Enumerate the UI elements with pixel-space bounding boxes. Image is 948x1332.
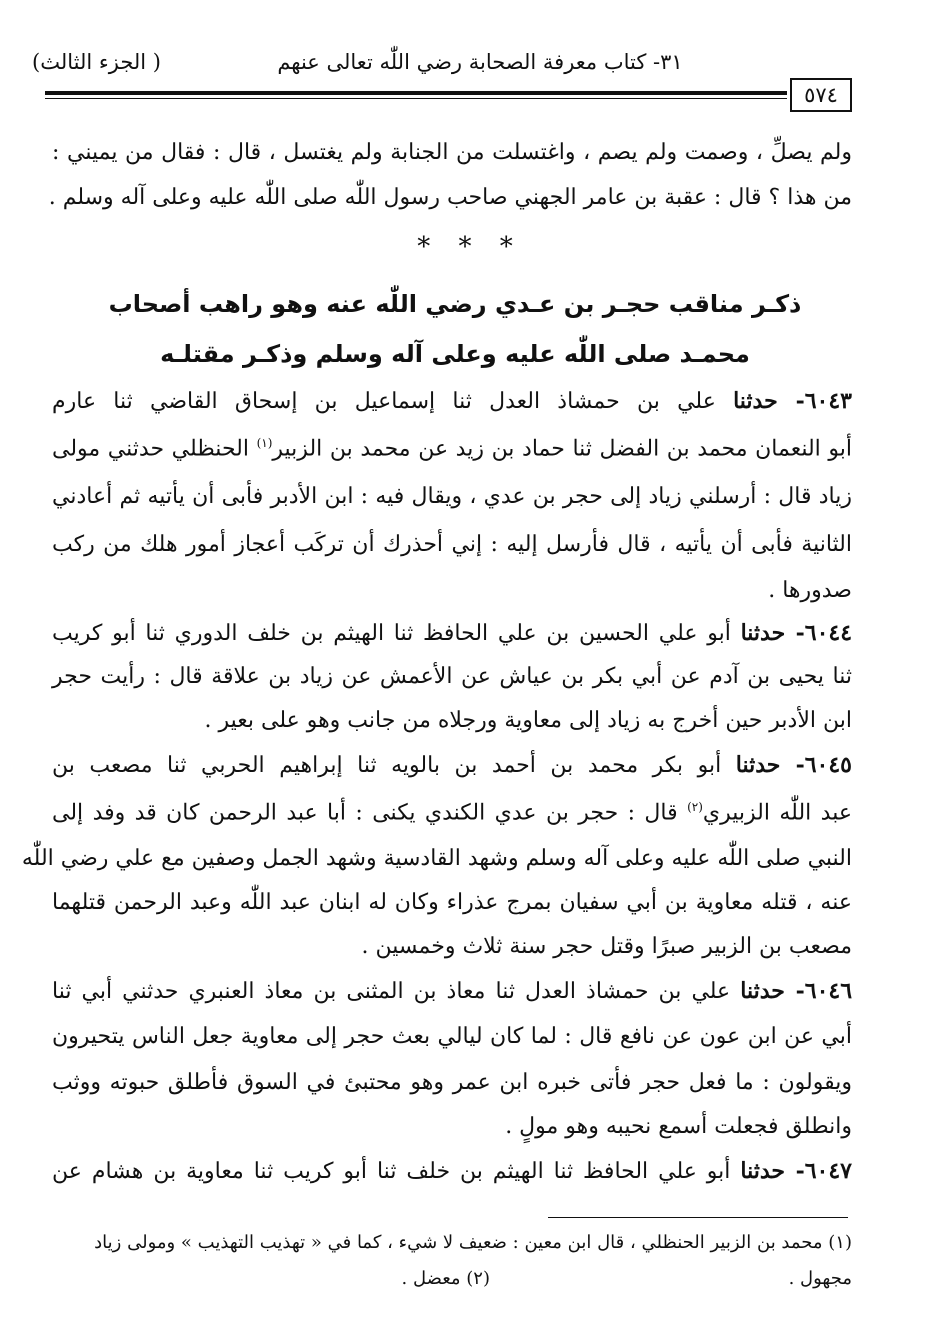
hadith-6047-line-1: ٦٠٤٧- حدثنا أبو علي الحافظ ثنا الهيثم بن خلف ثنا أبو كريب ثنا معاوية بن هشام عن: [52, 1158, 852, 1184]
hadith-lead: حدثنا: [740, 978, 785, 1004]
hadith-6046-line-1: ٦٠٤٦- حدثنا علي بن حمشاذ العدل ثنا معاذ بن المثنى بن معاذ العنبري حدثني أبي ثنا: [52, 978, 853, 1004]
hadith-text: أبو علي الحافظ ثنا الهيثم بن خلف ثنا أبو كريب ثنا معاوية بن هشام عن: [52, 1159, 731, 1184]
hadith-lead: حدثنا: [733, 388, 778, 414]
running-header-title: ٣١- كتاب معرفة الصحابة رضي اللّٰه تعالى عنهم: [277, 50, 683, 74]
hadith-number: ٦٠٤٧: [804, 1158, 852, 1184]
footnote-1: (١) محمد بن الزبير الحنظلي ، قال ابن معين : ضعيف لا شيء ، كما في « تهذيب التهذيب » ومولى زياد: [94, 1232, 852, 1253]
hadith-6043-line-4: الثانية فأبى أن يأتيه ، قال فأرسل إليه : إني أحذرك أن تركَب أعجاز أمور هلك من ركب: [52, 532, 852, 557]
hadith-6044-line-3: ابن الأدبر حين أخرج به زياد إلى معاوية ورجلاه من جانب وهو على بعير .: [204, 708, 852, 733]
hadith-text: الحنظلي حدثني مولى: [52, 436, 249, 462]
footnote-ref: (٢): [687, 800, 703, 814]
hadith-6043-line-1: ٦٠٤٣- حدثنا علي بن حمشاذ العدل ثنا إسماعيل بن إسحاق القاضي ثنا عارم: [52, 388, 852, 414]
hadith-number: ٦٠٤٣: [804, 388, 852, 414]
footnote-rule: [548, 1217, 848, 1218]
hadith-6046-line-3: ويقولون : ما فعل حجر فأتى خبره ابن عمر وهو محتبئ في السوق فأطلق حبوته ووثب: [52, 1070, 852, 1095]
section-heading-line-1: ذكـر مناقب حجـر بن عـدي رضي اللّٰه عنه وهو راهب أصحاب: [108, 290, 802, 318]
hadith-text: علي بن حمشاذ العدل ثنا معاذ بن المثنى بن معاذ العنبري حدثني أبي ثنا: [52, 979, 731, 1004]
hadith-6044-line-1: ٦٠٤٤- حدثنا أبو علي الحسين بن علي الحافظ ثنا الهيثم بن خلف الدوري ثنا أبو كريب: [52, 620, 853, 646]
intro-line-1: ولم يصلِّ ، وصمت ولم يصم ، واغتسلت من الجنابة ولم يغتسل ، قال : فقال من يميني :: [52, 140, 852, 165]
running-header-volume: ( الجزء الثالث): [32, 50, 161, 74]
hadith-6044-line-2: ثنا يحيى بن آدم عن أبي بكر بن عياش عن الأعمش عن زياد بن علاقة قال : رأيت حجر: [52, 664, 852, 689]
hadith-text: أبو بكر محمد بن أحمد بن بالويه ثنا إبراهيم الحربي ثنا مصعب بن: [52, 753, 722, 778]
hadith-6043-line-3: زياد قال : أرسلني زياد إلى حجر بن عدي ، ويقال فيه : ابن الأدبر فأبى أن يأتيه ثم أعادني: [52, 484, 852, 509]
header-rule-thin: [45, 98, 787, 99]
hadith-lead: حدثنا: [740, 620, 786, 646]
section-heading-line-2: محمـد صلى اللّٰه عليه وعلى آله وسلم وذكـر مقتلـه: [160, 340, 750, 368]
hadith-6045-line-4: عنه ، قتله معاوية بن أبي سفيان بمرج عذراء وكان له ابنان عبد اللّٰه وعبد الرحمن قتلهما: [52, 890, 852, 915]
intro-line-2: من هذا ؟ قال : عقبة بن عامر الجهني صاحب رسول اللّٰه صلى اللّٰه عليه وعلى آله وسلم .: [48, 185, 852, 210]
hadith-6045-line-2: [52, 800, 852, 825]
hadith-number: ٦٠٤٥: [804, 752, 852, 778]
hadith-text: قال : حجر بن عدي الكندي يكنى : أبا عبد الرحمن كان قد وفد إلى: [52, 800, 678, 826]
hadith-6045-line-5: مصعب بن الزبير صبرًا وقتل حجر سنة ثلاث وخمسين .: [361, 934, 852, 959]
footnote-ref: (١): [256, 436, 273, 450]
hadith-text: أبو النعمان محمد بن الفضل ثنا حماد بن زيد عن محمد بن الزبير: [272, 436, 852, 462]
header-rule-thick: [45, 91, 787, 95]
hadith-number: ٦٠٤٤: [804, 620, 853, 646]
hadith-lead: حدثنا: [740, 1158, 785, 1184]
separator-stars: * * *: [417, 232, 523, 262]
footnote-1-cont: مجهول .: [788, 1268, 852, 1289]
hadith-6045-line-3: النبي صلى اللّٰه عليه وعلى آله وسلم وشهد القادسية وشهد الجمل وصفين مع علي رضي اللّٰه: [21, 846, 852, 871]
hadith-lead: حدثنا: [735, 752, 781, 778]
hadith-6043-line-5: صدورها .: [768, 578, 852, 603]
hadith-text: أبو علي الحسين بن علي الحافظ ثنا الهيثم بن خلف الدوري ثنا أبو كريب: [52, 621, 731, 646]
footnote-2: (٢) معضل .: [401, 1268, 490, 1289]
hadith-text: علي بن حمشاذ العدل ثنا إسماعيل بن إسحاق القاضي ثنا عارم: [52, 389, 716, 414]
hadith-6046-line-4: وانطلق فجعلت أسمع نحيبه وهو مولٍ .: [505, 1114, 852, 1139]
hadith-text: عبد اللّٰه الزبيري: [702, 800, 852, 826]
hadith-6043-line-2: [52, 436, 852, 461]
page-number: ٥٧٤: [790, 78, 852, 112]
hadith-6046-line-2: أبي عن ابن عون عن نافع قال : لما كان ليالي بعث حجر إلى معاوية جعل الناس يتحيرون: [52, 1024, 852, 1049]
hadith-number: ٦٠٤٦: [804, 978, 853, 1004]
hadith-6045-line-1: ٦٠٤٥- حدثنا أبو بكر محمد بن أحمد بن بالويه ثنا إبراهيم الحربي ثنا مصعب بن: [52, 752, 852, 778]
